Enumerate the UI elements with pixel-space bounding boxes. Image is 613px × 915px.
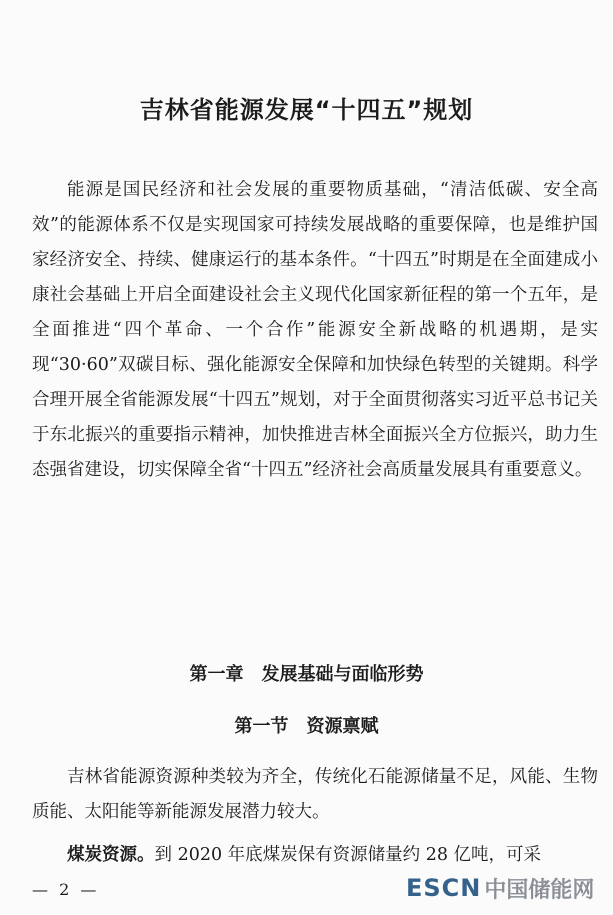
intro-paragraph: 能源是国民经济和社会发展的重要物质基础，“清洁低碳、安全高效”的能源体系不仅是实现国家可持续发展战略的重要保障，也是维护国家经济安全、持续、健康运行的基本条件。“十四五”时期是在全面建成小康社会基础上开启全面建设社会主义现代化国家新征程的第一个五年，是全面推进“四个革命、一个合作”能源安全新战略的机遇期，是实现“30·60”双碳目标、强化能源安全保障和加快绿色转型的关键期。科学合理开展全省能源发展“十四五”规划，对于全面贯彻落实习近平总书记关于东北振兴的重要指示精神，加快推进吉林全面振兴全方位振兴，助力生态强省建设，切实保障全省“十四五”经济社会高质量发展具有重要意义。	[32, 180, 598, 480]
coal-text: 到 2020 年底煤炭保有资源储量约 28 亿吨，可采	[154, 845, 542, 865]
resource-paragraph: 吉林省能源资源种类较为齐全，传统化石能源储量不足，风能、生物质能、太阳能等新能源发展潜力较大。	[32, 767, 598, 822]
chapter-heading: 第一章 发展基础与面临形势	[189, 664, 424, 685]
page-number: — 2 —	[32, 880, 100, 899]
watermark-latin: ESCN	[406, 874, 482, 902]
watermark-chinese: 中国储能网	[484, 877, 595, 903]
watermark-logo	[406, 872, 594, 904]
document-title: 吉林省能源发展“十四五”规划	[139, 96, 474, 124]
coal-paragraph	[32, 838, 606, 873]
section-heading: 第一节 资源禀赋	[234, 716, 379, 737]
coal-lead: 煤炭资源。	[67, 845, 155, 865]
